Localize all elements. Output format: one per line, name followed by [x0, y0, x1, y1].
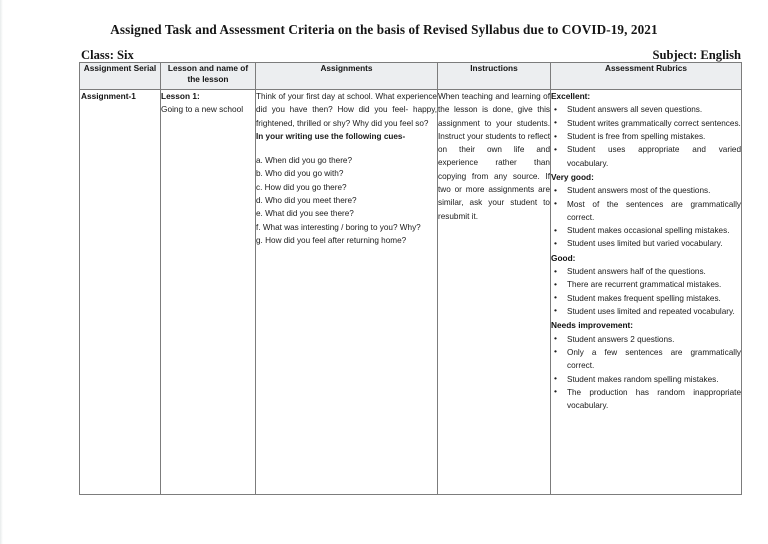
assignment-cue: a. When did you go there?	[256, 156, 353, 166]
assignment-table	[79, 62, 742, 495]
assignment-serial-value: Assignment-1	[81, 91, 136, 101]
cell-assignment-serial	[80, 90, 161, 495]
rubric-criterion-text: • Student answers 2 questions.	[567, 334, 675, 344]
subject-label: Subject: English	[652, 48, 741, 62]
column-header-lesson: Lesson and name of the lesson	[161, 63, 256, 90]
rubric-criterion-text: • Student is free from spelling mistakes.	[567, 132, 706, 141]
rubric-criterion-text: • Most of the sentences are grammatically correct.	[567, 199, 741, 222]
rubric-criterion	[551, 305, 741, 318]
rubric-level-label: Needs improvement:	[551, 320, 634, 331]
assignment-cue: g. How did you feel after returning home?	[256, 235, 407, 245]
cell-assignments	[256, 90, 438, 495]
rubric-criteria-list	[551, 265, 741, 318]
rubric-criterion	[551, 237, 741, 250]
rubric-criterion-text: • Student makes random spelling mistakes.	[567, 374, 719, 384]
rubric-criterion	[551, 333, 741, 346]
rubric-criterion	[551, 143, 741, 170]
rubric-criterion-text: • Student uses limited and repeated vocabulary.	[567, 306, 735, 316]
assignment-intro: Think of your first day at school. What experience did you have then? How did you feel- happy, frightened, thrilled or shy? Why did you feel so?	[256, 92, 437, 128]
rubric-criteria-list	[551, 103, 741, 169]
rubric-group-very-good	[551, 171, 741, 251]
rubric-criterion-text: • Student uses appropriate and varied vocabulary.	[567, 145, 741, 168]
table-header-row	[80, 63, 742, 90]
instructions-text: When teaching and learning of the lesson is done, give this assignment to your students. Instruct your students to reflect on their own life and experience rather than copying from any source. If two or more assignments are similar, ask your student to resubmit it.	[438, 92, 550, 221]
rubric-criterion-text: • Student answers most of the questions.	[567, 186, 711, 196]
rubric-criterion-text: • Student uses limited but varied vocabulary.	[567, 239, 723, 249]
class-subject-row	[81, 48, 741, 63]
rubric-level-label: Excellent:	[551, 91, 591, 101]
class-label: Class: Six	[81, 48, 134, 62]
rubric-criterion	[551, 184, 741, 197]
rubric-group-needs-improvement	[551, 319, 741, 412]
column-header-assessment-rubrics: Assessment Rubrics	[551, 63, 742, 90]
rubric-criterion	[551, 130, 741, 143]
assignment-cue: c. How did you go there?	[256, 182, 347, 192]
rubric-criterion	[551, 292, 741, 305]
assignment-cues-heading: In your writing use the following cues-	[256, 131, 406, 141]
cell-assessment-rubrics	[551, 90, 742, 495]
assignment-cue: f. What was interesting / boring to you? Why?	[256, 222, 421, 232]
rubric-criterion	[551, 224, 741, 237]
rubric-criterion-text: • There are recurrent grammatical mistakes.	[567, 280, 722, 290]
rubric-criterion	[551, 265, 741, 278]
rubric-criterion-text: • Student answers half of the questions.	[567, 267, 706, 277]
rubric-criterion-text: • Only a few sentences are grammatically correct.	[567, 347, 741, 371]
assignment-cue: d. Who did you meet there?	[256, 195, 357, 205]
rubric-criteria-list	[551, 333, 741, 413]
table-row	[80, 90, 742, 495]
page-title: Assigned Task and Assessment Criteria on the basis of Revised Syllabus due to COVID-19, 2021	[110, 22, 658, 37]
column-header-assignments: Assignments	[256, 63, 438, 90]
rubric-criterion-text: • Student makes occasional spelling mistakes.	[567, 226, 730, 236]
rubric-criterion-text: • Student answers all seven questions.	[567, 105, 703, 115]
rubric-group-good	[551, 252, 741, 319]
rubric-level-label: Very good:	[551, 171, 594, 182]
lesson-title: Lesson 1:	[161, 91, 200, 101]
column-header-instructions: Instructions	[438, 63, 551, 90]
rubric-criterion-text: • Student writes grammatically correct sentences.	[567, 118, 741, 128]
rubric-criterion	[551, 117, 741, 130]
rubric-criterion-text: • The production has random inappropriate vocabulary.	[567, 387, 741, 411]
rubric-criterion	[551, 346, 741, 373]
rubric-level-label: Good:	[551, 252, 576, 263]
rubric-group-excellent	[551, 90, 741, 170]
column-header-assignment-serial: Assignment Serial	[80, 63, 161, 90]
rubric-criteria-list	[551, 184, 741, 250]
rubric-criterion	[551, 278, 741, 291]
rubric-criterion	[551, 198, 741, 225]
rubric-criterion-text: • Student makes frequent spelling mistakes.	[567, 293, 721, 303]
assignment-cue: e. What did you see there?	[256, 209, 354, 219]
lesson-name: Going to a new school	[161, 104, 244, 115]
rubric-criterion	[551, 373, 741, 386]
rubric-criterion	[551, 103, 741, 116]
rubric-criterion	[551, 386, 741, 413]
cell-instructions	[438, 90, 551, 495]
cell-lesson	[161, 90, 256, 495]
assignment-cue: b. Who did you go with?	[256, 169, 344, 179]
